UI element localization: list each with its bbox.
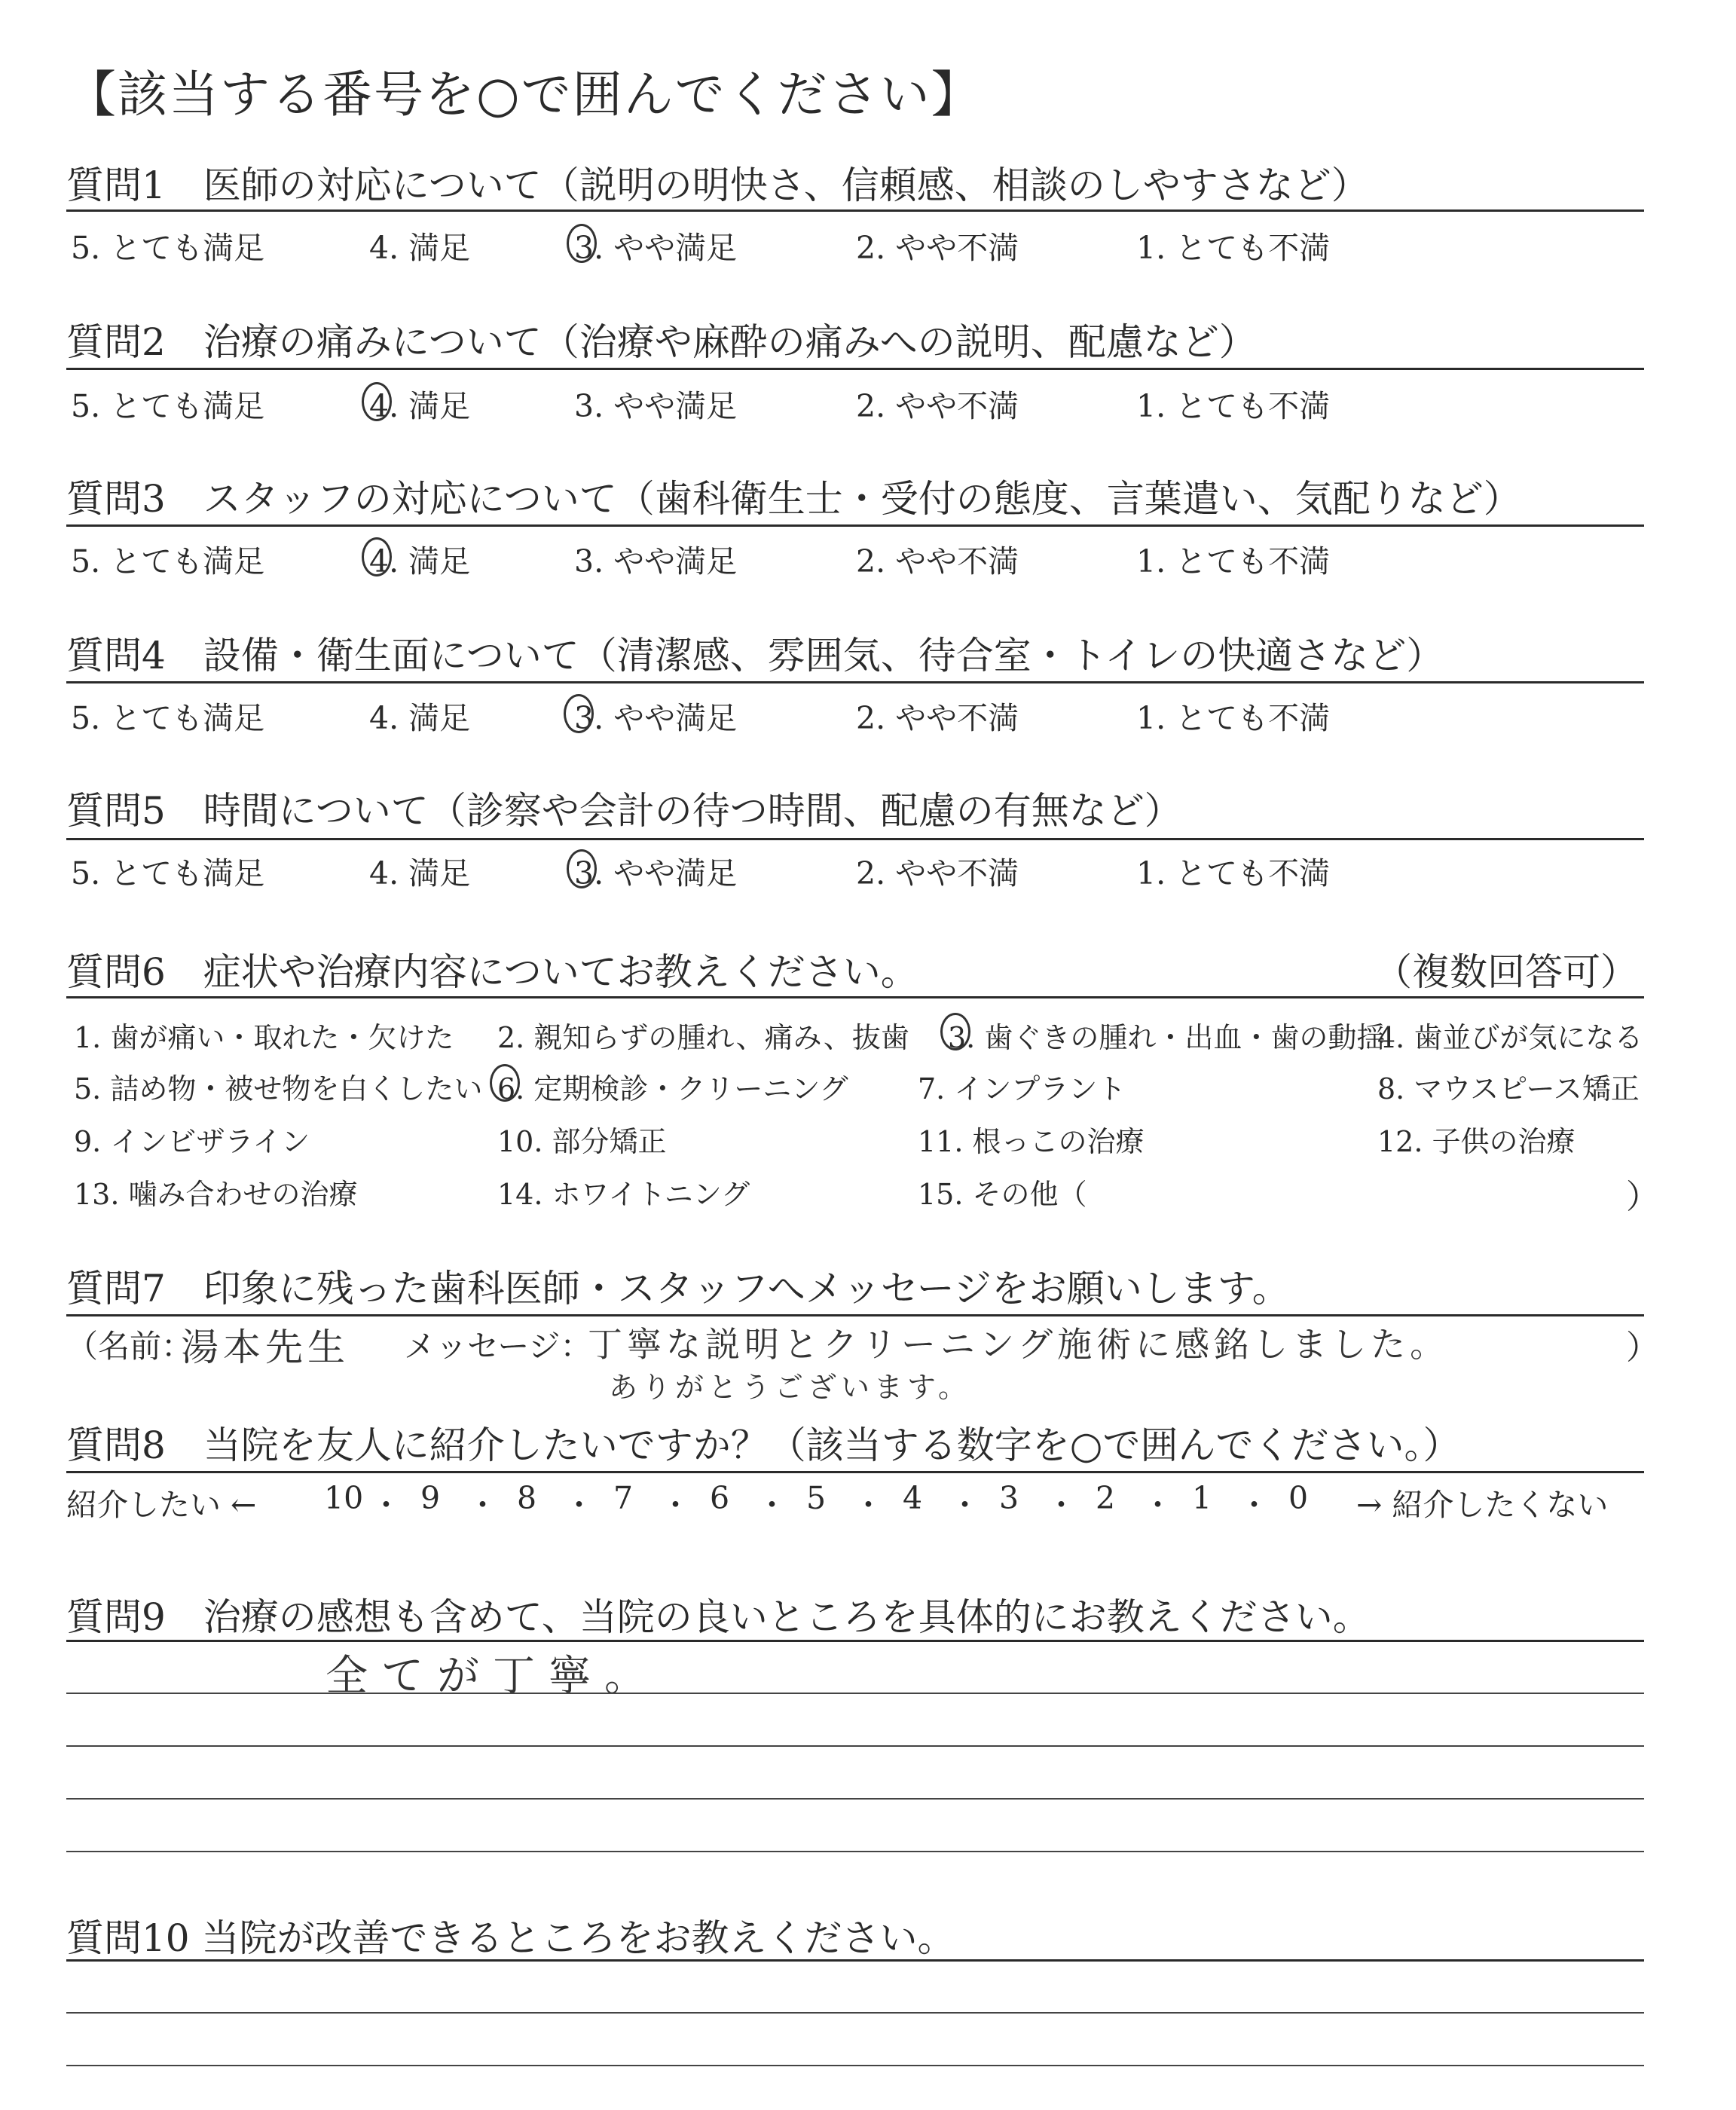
- q4-option-1[interactable]: 1. とても不満: [1136, 700, 1331, 736]
- q2-option-5[interactable]: 5. とても満足: [71, 388, 265, 424]
- question-3-divider: [66, 524, 1644, 527]
- q8-scale-1[interactable]: 1: [1192, 1480, 1212, 1516]
- q3-option-1[interactable]: 1. とても不満: [1136, 543, 1331, 579]
- q2-selection-circle: [362, 382, 392, 421]
- q2-option-4[interactable]: 4. 満足: [369, 388, 471, 424]
- question-9-line-2: [66, 1693, 1644, 1694]
- question-1-divider: [66, 209, 1644, 212]
- q8-left-label: 紹介したい ←: [66, 1487, 257, 1523]
- q2-option-1[interactable]: 1. とても不満: [1136, 388, 1331, 424]
- q8-scale-4[interactable]: 4: [903, 1480, 923, 1516]
- q5-option-3[interactable]: 3. やや満足: [574, 855, 738, 891]
- q8-scale-0[interactable]: 0: [1288, 1480, 1309, 1516]
- q8-scale-2[interactable]: 2: [1096, 1480, 1116, 1516]
- q3-option-5[interactable]: 5. とても満足: [71, 543, 265, 579]
- q4-option-5[interactable]: 5. とても満足: [71, 700, 265, 736]
- q2-option-3[interactable]: 3. やや満足: [574, 388, 738, 424]
- q3-selection-circle: [362, 537, 392, 576]
- question-6-note: （複数回答可）: [1374, 950, 1638, 994]
- question-8-divider: [66, 1471, 1644, 1473]
- q6-selection-circle-3: [940, 1013, 970, 1050]
- q3-option-3[interactable]: 3. やや満足: [574, 543, 738, 579]
- question-2-label: 質問2 治療の痛みについて（治療や麻酔の痛みへの説明、配慮など）: [66, 320, 1257, 364]
- question-10-line-2: [66, 2012, 1644, 2014]
- question-1-label: 質問1 医師の対応について（説明の明快さ、信頼感、相談のしやすさなど）: [66, 164, 1369, 207]
- q8-scale-separator: ・: [853, 1487, 884, 1523]
- q1-option-2[interactable]: 2. やや不満: [856, 230, 1019, 266]
- q1-option-4[interactable]: 4. 満足: [369, 230, 471, 266]
- question-7-divider: [66, 1314, 1644, 1316]
- q5-option-2[interactable]: 2. やや不満: [856, 855, 1019, 891]
- q7-message-label: メッセージ：: [404, 1328, 592, 1365]
- q2-option-2[interactable]: 2. やや不満: [856, 388, 1019, 424]
- q7-name-value[interactable]: 湯本先生: [181, 1326, 350, 1369]
- q6-option-5[interactable]: 5. 詰め物・被せ物を白くしたい: [74, 1072, 483, 1105]
- q6-option-8[interactable]: 8. マウスピース矯正: [1377, 1072, 1640, 1105]
- q6-option-4[interactable]: 4. 歯並びが気になる: [1377, 1021, 1643, 1054]
- q5-option-5[interactable]: 5. とても満足: [71, 855, 265, 891]
- question-7-label: 質問7 印象に残った歯科医師・スタッフへメッセージをお願いします。: [66, 1267, 1290, 1310]
- q4-option-4[interactable]: 4. 満足: [369, 700, 471, 736]
- q3-option-2[interactable]: 2. やや不満: [856, 543, 1019, 579]
- q7-close-paren: ）: [1626, 1329, 1659, 1367]
- question-4-divider: [66, 681, 1644, 683]
- q1-option-3[interactable]: 3. やや満足: [574, 230, 738, 266]
- q3-option-4[interactable]: 4. 満足: [369, 543, 471, 579]
- q6-option-6[interactable]: 6. 定期検診・クリーニング: [497, 1072, 848, 1105]
- q6-option-2[interactable]: 2. 親知らずの腫れ、痛み、抜歯: [497, 1021, 909, 1054]
- question-9-line-1: [66, 1640, 1644, 1642]
- q6-option-3[interactable]: 3. 歯ぐきの腫れ・出血・歯の動揺: [948, 1021, 1386, 1054]
- q7-message-line-1[interactable]: 丁寧な説明とクリーニング施術に感銘しました。: [588, 1324, 1450, 1365]
- question-9-line-3: [66, 1745, 1644, 1747]
- question-4-label: 質問4 設備・衛生面について（清潔感、雰囲気、待合室・トイレの快適さなど）: [66, 634, 1444, 677]
- q4-option-3[interactable]: 3. やや満足: [574, 700, 738, 736]
- q6-option-1[interactable]: 1. 歯が痛い・取れた・欠けた: [74, 1021, 454, 1054]
- q4-option-2[interactable]: 2. やや不満: [856, 700, 1019, 736]
- q8-scale-separator: ・: [1046, 1487, 1077, 1523]
- question-10-line-1: [66, 1959, 1644, 1962]
- question-10-line-3: [66, 2065, 1644, 2066]
- question-9-line-4: [66, 1798, 1644, 1800]
- q6-option-11[interactable]: 11. 根っこの治療: [918, 1125, 1145, 1158]
- q6-option-14[interactable]: 14. ホワイトニング: [497, 1178, 750, 1211]
- question-5-label: 質問5 時間について（診察や会計の待つ時間、配慮の有無など）: [66, 789, 1182, 833]
- question-9-label: 質問9 治療の感想も含めて、当院の良いところを具体的にお教えください。: [66, 1595, 1371, 1639]
- q8-scale-8[interactable]: 8: [517, 1480, 537, 1516]
- q1-option-5[interactable]: 5. とても満足: [71, 230, 265, 266]
- q5-selection-circle: [567, 849, 597, 888]
- question-3-label: 質問3 スタッフの対応について（歯科衛生士・受付の態度、言葉遣い、気配りなど）: [66, 477, 1521, 521]
- q8-scale-separator: ・: [756, 1487, 787, 1523]
- q8-scale-separator: ・: [467, 1487, 498, 1523]
- page-title: 【該当する番号を○で囲んでください】: [66, 66, 983, 124]
- q7-name-label: （名前：: [66, 1328, 194, 1365]
- q5-option-4[interactable]: 4. 満足: [369, 855, 471, 891]
- q1-option-1[interactable]: 1. とても不満: [1136, 230, 1331, 266]
- q8-right-label: → 紹介したくない: [1356, 1487, 1609, 1523]
- question-6-label: 質問6 症状や治療内容についてお教えください。: [66, 950, 918, 994]
- q6-option-15[interactable]: 15. その他（: [918, 1178, 1087, 1211]
- q6-other-close-paren: ）: [1626, 1178, 1659, 1216]
- q8-scale-separator: ・: [371, 1487, 402, 1523]
- q8-scale-7[interactable]: 7: [613, 1480, 634, 1516]
- question-9-line-5: [66, 1851, 1644, 1852]
- q6-option-10[interactable]: 10. 部分矯正: [497, 1125, 667, 1158]
- q1-selection-circle: [567, 224, 597, 263]
- q6-option-13[interactable]: 13. 噛み合わせの治療: [74, 1178, 358, 1211]
- q8-scale-separator: ・: [1239, 1487, 1270, 1523]
- q9-answer[interactable]: 全てが丁寧。: [326, 1652, 660, 1701]
- q6-option-12[interactable]: 12. 子供の治療: [1377, 1125, 1576, 1158]
- q8-scale-separator: ・: [660, 1487, 691, 1523]
- q6-option-7[interactable]: 7. インプラント: [918, 1072, 1126, 1105]
- q7-message-line-2[interactable]: ありがとうございます。: [609, 1371, 971, 1404]
- q8-scale-10[interactable]: 10: [324, 1480, 364, 1516]
- q8-scale-3[interactable]: 3: [999, 1480, 1019, 1516]
- q8-scale-separator: ・: [564, 1487, 594, 1523]
- question-10-label: 質問10 当院が改善できるところをお教えください。: [66, 1916, 955, 1960]
- question-2-divider: [66, 368, 1644, 370]
- q5-option-1[interactable]: 1. とても不満: [1136, 855, 1331, 891]
- q8-scale-separator: ・: [1142, 1487, 1173, 1523]
- q8-scale-9[interactable]: 9: [420, 1480, 441, 1516]
- question-6-divider: [66, 996, 1644, 998]
- q8-scale-5[interactable]: 5: [806, 1480, 827, 1516]
- question-5-divider: [66, 838, 1644, 840]
- question-8-label: 質問8 当院を友人に紹介したいですか？（該当する数字を○で囲んでください。）: [66, 1423, 1461, 1467]
- q4-selection-circle: [564, 694, 594, 733]
- q6-selection-circle-6: [490, 1064, 520, 1102]
- q8-scale-separator: ・: [949, 1487, 980, 1523]
- q8-scale-6[interactable]: 6: [710, 1480, 730, 1516]
- q6-option-9[interactable]: 9. インビザライン: [74, 1125, 310, 1158]
